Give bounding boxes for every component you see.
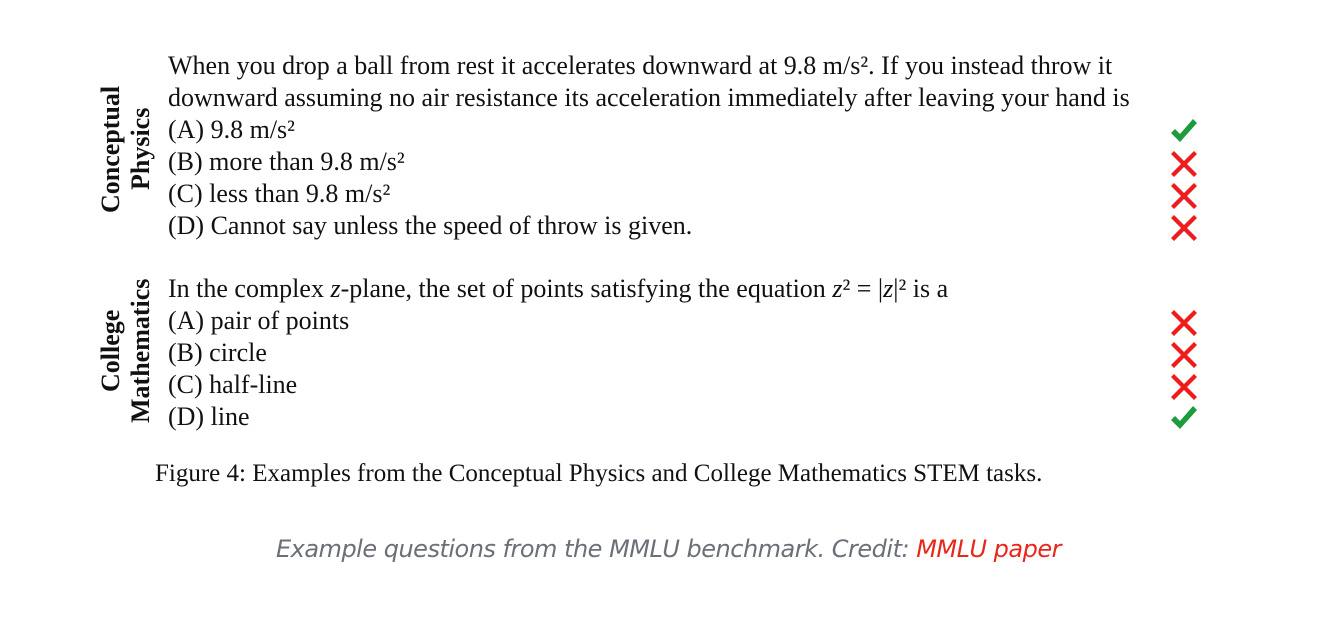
math-question — [168, 273, 948, 305]
cross-icon — [1168, 180, 1200, 212]
variable-z: z — [883, 274, 894, 303]
image-credit — [0, 533, 1337, 565]
label-line-1: College — [96, 309, 125, 393]
cross-icon — [1168, 212, 1200, 244]
math-section-label — [96, 270, 156, 432]
physics-section-label — [96, 74, 156, 224]
variable-z: z — [832, 274, 843, 303]
question-text: -plane, the set of points satisfying the equation — [340, 274, 833, 303]
credit-text: Example questions from the MMLU benchmark. Credit: — [275, 535, 917, 563]
cross-icon — [1168, 371, 1200, 403]
cross-icon — [1168, 148, 1200, 180]
variable-z: z — [330, 274, 341, 303]
cross-icon — [1168, 307, 1200, 339]
option-b: (B) more than 9.8 m/s² — [168, 147, 405, 176]
option-b: (B) circle — [168, 338, 267, 367]
question-line-1: When you drop a ball from rest it accelerates downward at 9.8 m/s². If you instead throw it — [168, 51, 1113, 80]
equation-text: ² = | — [842, 274, 884, 303]
cross-icon — [1168, 339, 1200, 371]
label-line-2: Physics — [126, 107, 155, 191]
question-line-2: downward assuming no air resistance its acceleration immediately after leaving your hand is — [168, 83, 1130, 112]
option-c: (C) less than 9.8 m/s² — [168, 179, 391, 208]
option-d: (D) line — [168, 402, 250, 431]
option-a: (A) pair of points — [168, 306, 350, 335]
option-d: (D) Cannot say unless the speed of throw is given. — [168, 211, 693, 240]
check-icon — [1168, 403, 1200, 435]
label-line-2: Mathematics — [126, 278, 155, 424]
question-text: In the complex — [168, 274, 331, 303]
option-a: (A) 9.8 m/s² — [168, 115, 295, 144]
figure-caption: Figure 4: Examples from the Conceptual Physics and College Mathematics STEM tasks. — [155, 460, 1043, 487]
equation-text: |² is a — [893, 274, 949, 303]
check-icon — [1168, 116, 1200, 148]
label-line-1: Conceptual — [96, 85, 125, 213]
option-c: (C) half-line — [168, 370, 298, 399]
mmlu-paper-link[interactable]: MMLU paper — [916, 535, 1061, 563]
